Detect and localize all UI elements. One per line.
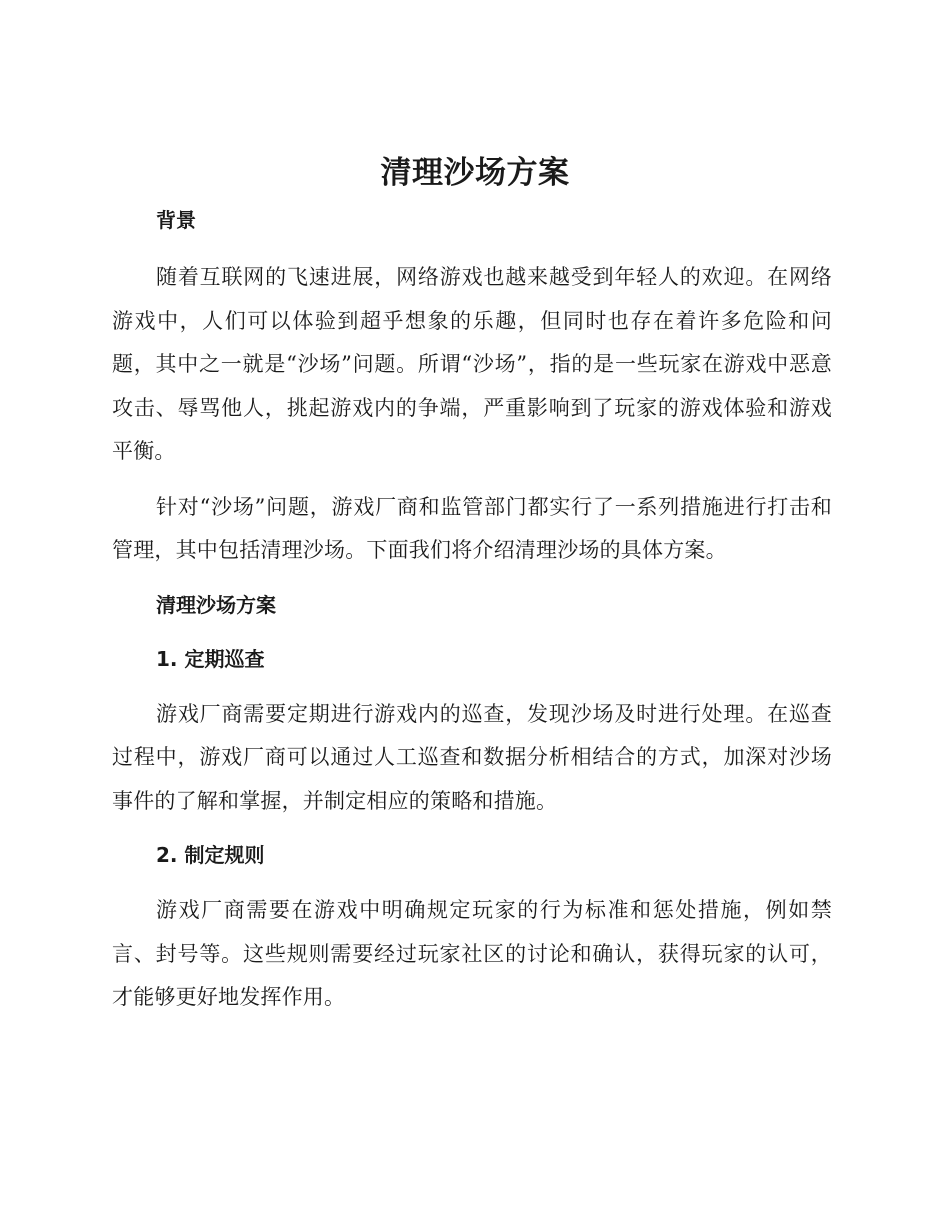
- section-paragraph-set-rules: 游戏厂商需要在游戏中明确规定玩家的行为标准和惩处措施，例如禁言、封号等。这些规则需要经过玩家社区的讨论和确认，获得玩家的认可，才能够更好地发挥作用。: [112, 898, 832, 1009]
- background-heading: 背景: [156, 208, 196, 232]
- section-heading-periodic-patrol: 1. 定期巡查: [156, 646, 265, 671]
- document-title: 清理沙场方案: [380, 155, 570, 191]
- background-paragraph-2: 针对“沙场”问题，游戏厂商和监管部门都实行了一系列措施进行打击和管理，其中包括清理沙场。下面我们将介绍清理沙场的具体方案。: [112, 494, 832, 562]
- background-paragraph-1: 随着互联网的飞速进展，网络游戏也越来越受到年轻人的欢迎。在网络游戏中，人们可以体验到超乎想象的乐趣，但同时也存在着许多危险和问题，其中之一就是“沙场”问题。所谓“沙场”，指的是一些玩家在游戏中恶意攻击、辱骂他人，挑起游戏内的争端，严重影响到了玩家的游戏体验和游戏平衡。: [112, 265, 832, 463]
- document-body: [112, 200, 832, 1020]
- section-paragraph-periodic-patrol: 游戏厂商需要定期进行游戏内的巡查，发现沙场及时进行处理。在巡查过程中，游戏厂商可以通过人工巡查和数据分析相结合的方式，加深对沙场事件的了解和掌握，并制定相应的策略和措施。: [112, 701, 832, 813]
- plan-heading: 清理沙场方案: [156, 592, 276, 617]
- section-heading-set-rules: 2. 制定规则: [156, 843, 265, 867]
